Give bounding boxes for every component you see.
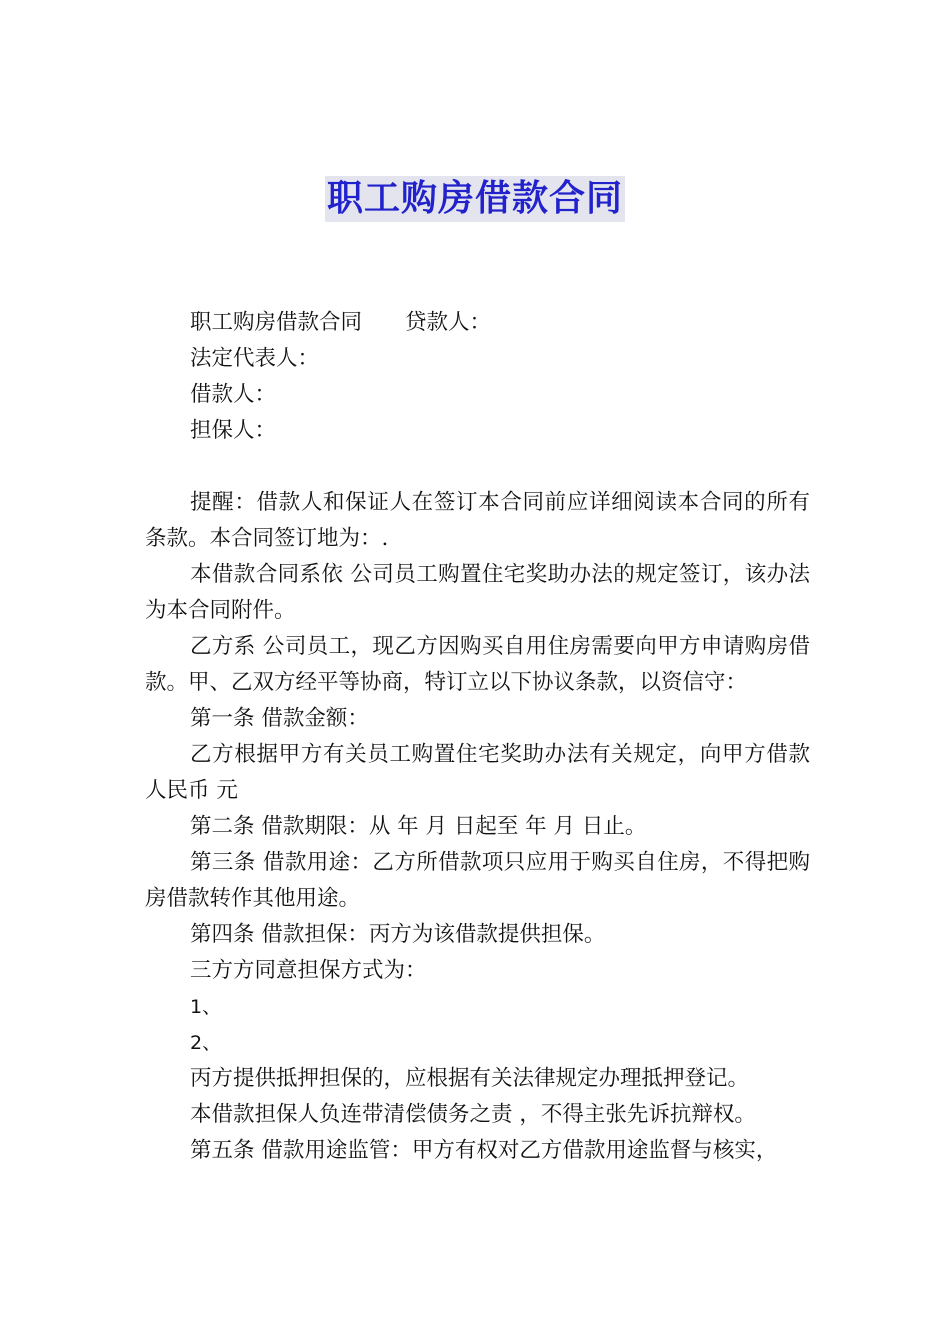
- header-line-borrower: 借款人：: [190, 382, 277, 407]
- guarantee-method-item-2: 2、: [190, 1032, 222, 1054]
- guarantee-method-item-1: 1、: [190, 996, 222, 1018]
- guarantee-method-heading: 三方方同意担保方式为：: [190, 958, 427, 983]
- header-line-legal-representative: 法定代表人：: [190, 346, 320, 371]
- party-b-paragraph: 乙方系 公司员工，现乙方因购买自用住房需要向甲方申请购房借款。甲、乙双方经平等协商，特订立以下协议条款，以资信守：: [145, 634, 810, 695]
- joint-liability-paragraph: 本借款担保人负连带清偿债务之责 ，不得主张先诉抗辩权。: [190, 1102, 756, 1127]
- document-title: 职工购房借款合同: [325, 176, 625, 222]
- header-line-lender: 职工购房借款合同 贷款人：: [190, 310, 492, 335]
- article-1-content: 乙方根据甲方有关员工购置住宅奖助办法有关规定，向甲方借款人民币 元: [145, 742, 810, 803]
- article-1-heading: 第一条 借款金额：: [190, 706, 369, 731]
- title-container: [0, 176, 950, 222]
- article-2: 第二条 借款期限：从 年 月 日起至 年 月 日止。: [190, 814, 647, 839]
- document-body: [145, 305, 810, 1169]
- article-4: 第四条 借款担保：丙方为该借款提供担保。: [190, 922, 606, 947]
- article-5: 第五条 借款用途监管：甲方有权对乙方借款用途监督与核实，: [190, 1138, 778, 1163]
- article-3: 第三条 借款用途：乙方所借款项只应用于购买自住房，不得把购房借款转作其他用途。: [145, 850, 810, 911]
- mortgage-registration-paragraph: 丙方提供抵押担保的，应根据有关法律规定办理抵押登记。: [190, 1066, 750, 1091]
- basis-paragraph: 本借款合同系依 公司员工购置住宅奖助办法的规定签订，该办法为本合同附件。: [145, 562, 810, 623]
- reminder-paragraph: 提醒：借款人和保证人在签订本合同前应详细阅读本合同的所有条款。本合同签订地为：.: [145, 490, 810, 551]
- header-line-guarantor: 担保人：: [190, 418, 277, 443]
